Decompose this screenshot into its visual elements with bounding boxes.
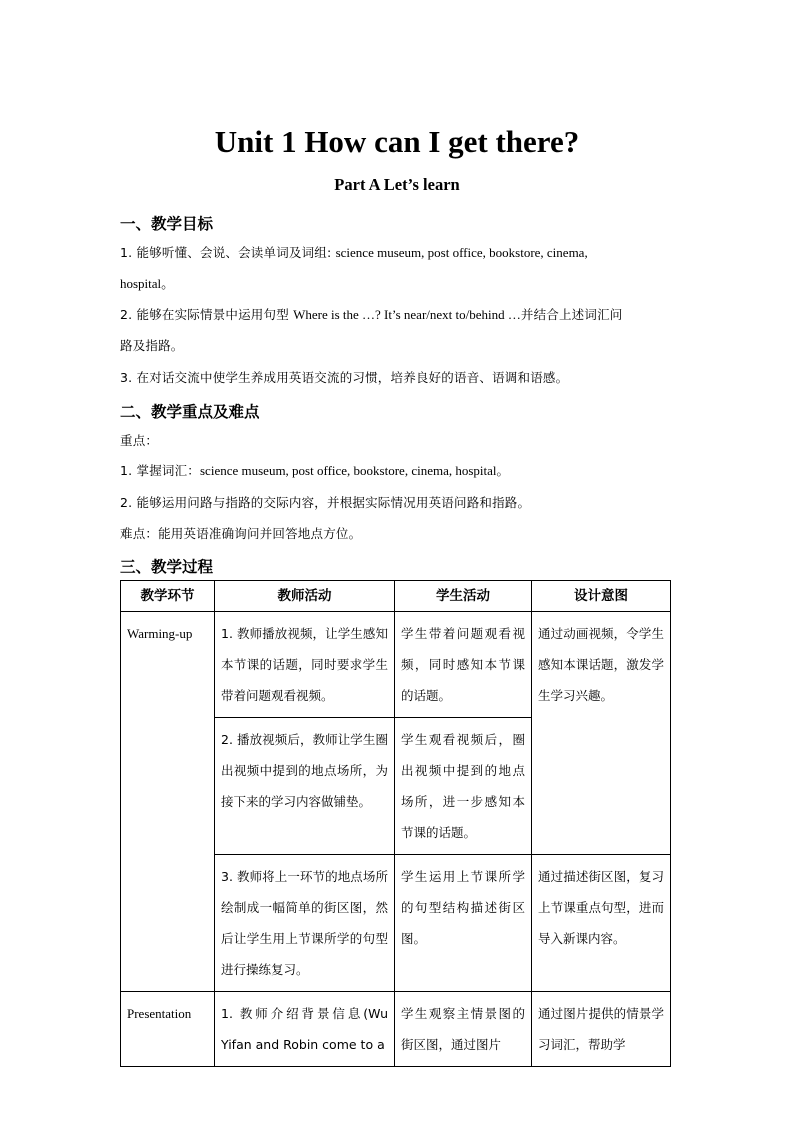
intent-cell: 通过图片提供的情景学习词汇，帮助学	[532, 992, 671, 1067]
goal-item-1-words: science museum, post office, bookstore, cinema,	[335, 245, 588, 260]
intent-cell: 通过描述街区图，复习上节课重点句型，进而导入新课内容。	[532, 855, 671, 992]
header-intent: 设计意图	[532, 581, 671, 612]
page-title: Unit 1 How can I get there?	[214, 124, 580, 159]
goal-item-1-words-cont: hospital。	[120, 276, 175, 291]
table-header-row	[121, 581, 671, 612]
key-point-2: 2. 能够运用问路与指路的交际内容，并根据实际情况用英语问路和指路。	[120, 495, 531, 510]
header-stage: 教学环节	[121, 581, 215, 612]
goal-item-2	[120, 307, 622, 323]
student-cell: 学生观看视频后，圈出视频中提到的地点场所，进一步感知本节课的话题。	[395, 718, 532, 855]
intent-cell: 通过动画视频，令学生感知本课话题，激发学生学习兴趣。	[532, 612, 671, 855]
section-heading-key-points: 二、教学重点及难点	[120, 403, 260, 421]
key-points-label: 重点：	[120, 433, 159, 448]
teacher-cell: 1. 教师介绍背景信息(Wu Yifan and Robin come to a	[215, 992, 395, 1067]
section-heading-process: 三、教学过程	[120, 558, 214, 576]
key-point-1-words: science museum, post office, bookstore, cinema, hospital	[200, 463, 497, 478]
student-cell: 学生观察主情景图的街区图，通过图片	[395, 992, 532, 1067]
goal-item-2-pattern: Where is the …? It’s near/next to/behind …	[293, 307, 521, 322]
stage-cell: Presentation	[121, 992, 215, 1067]
student-cell: 学生运用上节课所学的句型结构描述街区图。	[395, 855, 532, 992]
table-row	[121, 612, 671, 718]
difficulty: 难点：能用英语准确询问并回答地点方位。	[120, 526, 362, 541]
table-row	[121, 992, 671, 1067]
header-teacher: 教师活动	[215, 581, 395, 612]
key-point-1	[120, 463, 509, 479]
goal-item-3: 3. 在对话交流中使学生养成用英语交流的习惯，培养良好的语音、语调和语感。	[120, 370, 569, 385]
header-student: 学生活动	[395, 581, 532, 612]
teaching-process-table	[120, 580, 671, 1067]
teacher-cell: 3. 教师将上一环节的地点场所绘制成一幅简单的街区图，然后让学生用上节课所学的句型进行操练复习。	[215, 855, 395, 992]
key-point-1-text: 1. 掌握词汇：	[120, 463, 200, 478]
section-heading-goals: 一、教学目标	[120, 215, 214, 233]
goal-item-2-text: 2. 能够在实际情景中运用句型	[120, 307, 294, 322]
goal-item-1	[120, 245, 588, 261]
teacher-cell: 2. 播放视频后，教师让学生圈出视频中提到的地点场所，为接下来的学习内容做铺垫。	[215, 718, 395, 855]
teacher-cell: 1. 教师播放视频，让学生感知本节课的话题，同时要求学生带着问题观看视频。	[215, 612, 395, 718]
goal-item-2-tail: 并结合上述词汇问	[520, 307, 623, 322]
goal-item-1-text: 1. 能够听懂、会说、会读单词及词组:	[120, 245, 336, 260]
goal-item-2-cont: 路及指路。	[120, 338, 184, 353]
stage-cell: Warming-up	[121, 612, 215, 992]
key-point-1-end: 。	[496, 463, 510, 478]
student-cell: 学生带着问题观看视频，同时感知本节课的话题。	[395, 612, 532, 718]
page-subtitle: Part A Let’s learn	[334, 175, 460, 194]
goal-item-1-cont	[120, 276, 174, 292]
